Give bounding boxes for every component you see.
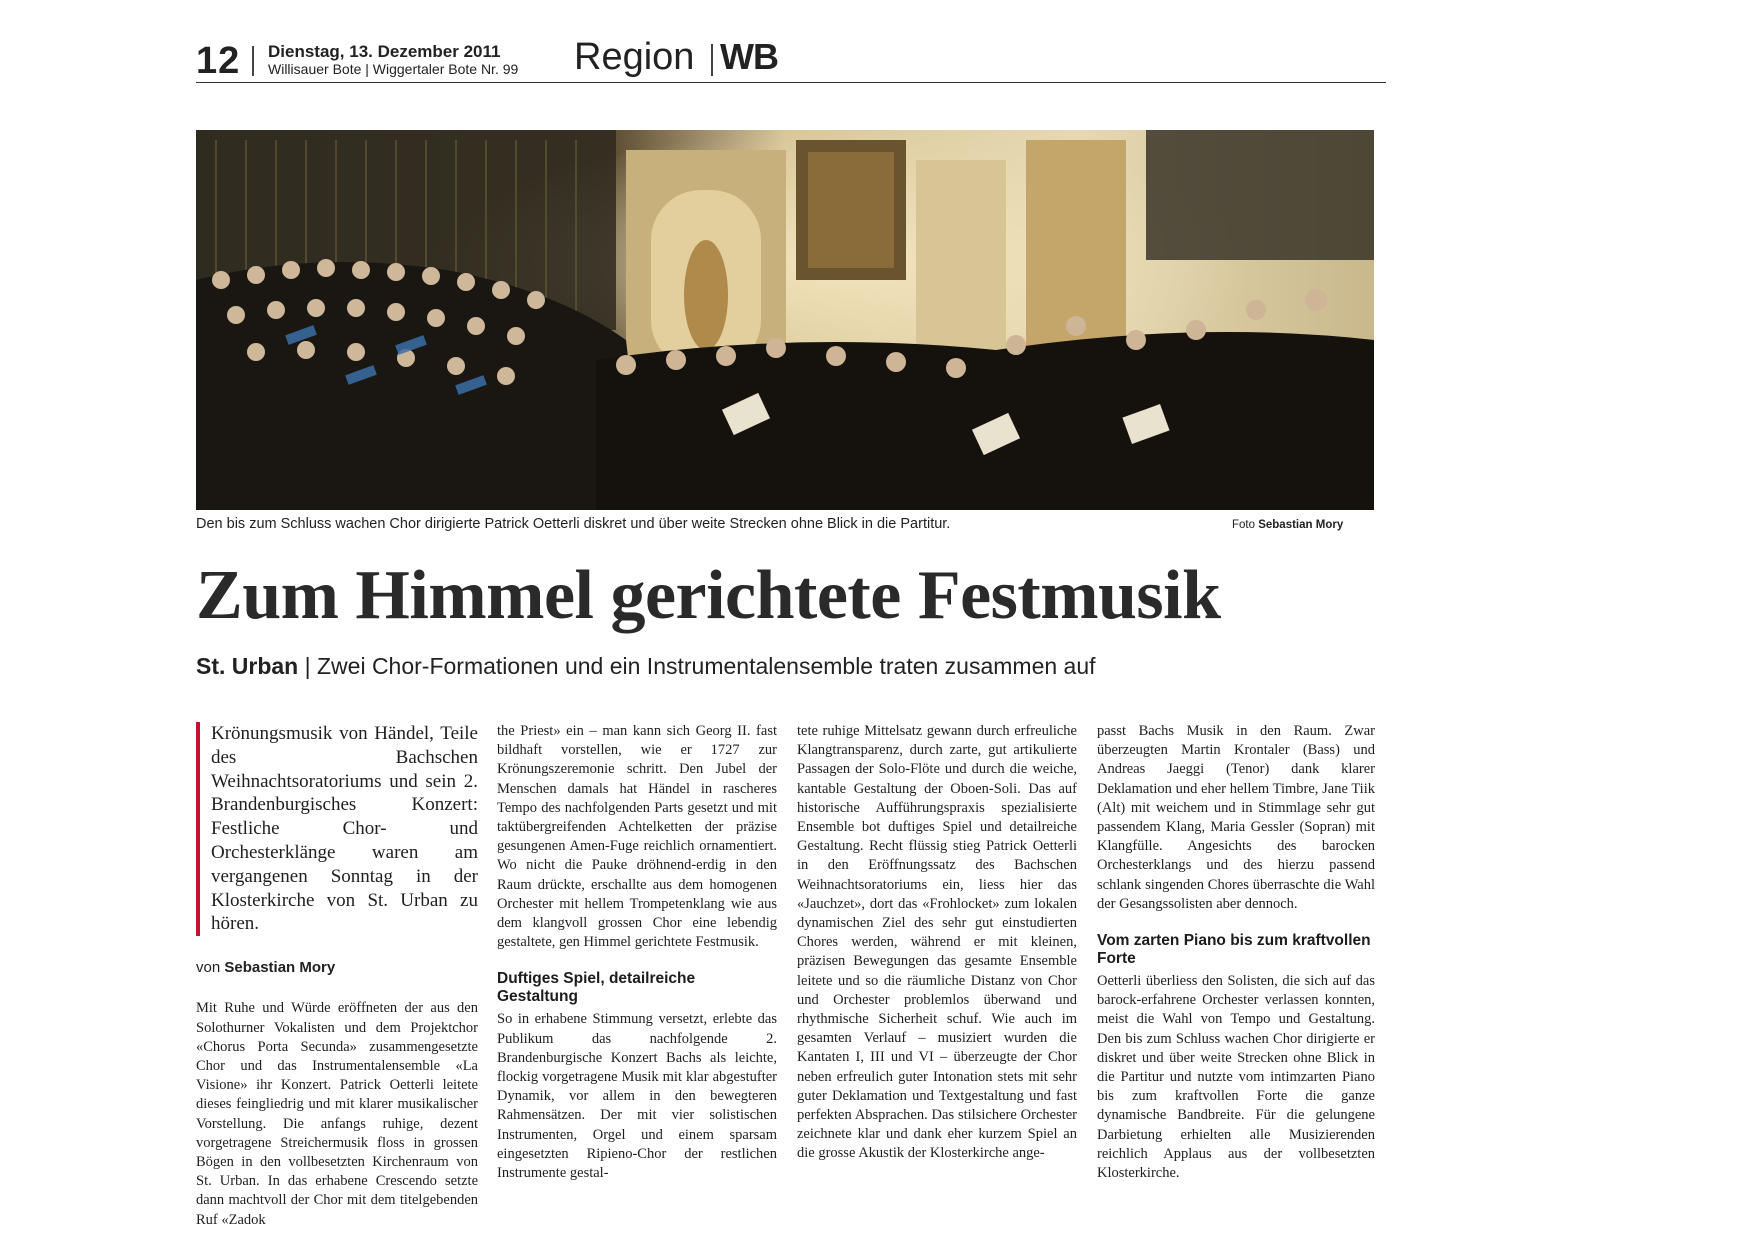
photo-credit-prefix: Foto	[1232, 519, 1256, 531]
article-subtitle	[196, 653, 1096, 680]
photo-credit	[1232, 519, 1343, 531]
article-headline: Zum Himmel gerichtete Festmusik	[196, 557, 1221, 634]
issue-date: Dienstag, 13. Dezember 2011	[268, 42, 501, 61]
article-byline	[196, 958, 478, 977]
newspaper-name: Willisauer Bote | Wiggertaler Bote Nr. 99	[268, 61, 519, 77]
concert-photo-image	[196, 130, 1374, 510]
section-title: Region	[574, 36, 695, 78]
article-paragraph: So in erhabene Stimmung versetzt, erlebte das Publikum das nachfolgende 2. Brandenburgische Konzert Bachs als leichte, flockig vorgetragene Musik mit klar abgestufter Dynamik, vor allem in den bewegteren Rahmensätzen. Der mit vier solistischen Instrumenten, Orgel und einem sparsam eingesetzten Ripieno-Chor der restlichen Instrumente gestal-	[497, 1011, 777, 1182]
article-paragraph: Mit Ruhe und Würde eröffneten der aus den Solothurner Vokalisten und dem Projektchor «Chorus Porta Secunda» zusammengesetzte Chor und das Instrumentalensemble «La Visione» ihr Konzert. Patrick Oetterli leitete dieses feingliedrig und mit klarer musikalischer Vorstellung. Die anfangs ruhige, dezent vorgetragene Streichermusik floss in grossen Bögen in den vollbesetzten Kirchenraum von St. Urban. In das erhabene Crescendo setzte dann machtvoll der Chor mit dem titelgebenden Ruf «Zadok	[196, 1000, 478, 1228]
article-subtitle-text: | Zwei Chor-Formationen und ein Instrumentalensemble traten zusammen auf	[304, 653, 1096, 679]
article-subhead: Duftiges Spiel, detailreiche Gestaltung	[497, 970, 696, 1006]
article-column-1	[196, 722, 478, 1230]
concert-photo	[196, 130, 1374, 510]
article-paragraph: tete ruhige Mittelsatz gewann durch erfreuliche Klangtransparenz, durch zarte, gut artikulierte Passagen der Solo-Flöte und durch die weiche, kantable Gestaltung der Oboen-Soli. Das auf historische Aufführungspraxis spezialisierte Ensemble bot duftiges Spiel und detailreiche Gestaltung. Recht flüssig stieg Patrick Oetterli in den Eröffnungssatz des Bachschen Weihnachtsoratoriums ein, liess hier das «Jauchzet», dort das «Frohlocket» zum lokalen dynamischen Ziel des sehr gut einstudierten Chores werden, während er mit kleinen, präzisen Bewegungen das gesamte Ensemble leitete und so die räumliche Distanz von Chor und Orchester problemlos überwand und rhythmische Sicherheit schuf. Wie auch im gesamten Verlauf – musiziert wurden die Kantaten I, III und VI – überzeugte der Chor neben erfreulich guter Intonation stets mit sehr guter Deklamation und Textgestaltung und fast perfekten Absprachen. Das stilsichere Orchester zeichnete klar und dank eher kurzem Spiel an die grosse Akustik der Klosterkirche ange-	[797, 723, 1077, 1162]
photo-caption: Den bis zum Schluss wachen Chor dirigierte Patrick Oetterli diskret und über weite Strecken ohne Blick in die Partitur.	[196, 516, 951, 532]
masthead-divider	[252, 46, 254, 76]
section-divider	[711, 44, 713, 76]
article-column-4	[1097, 722, 1375, 1183]
article-paragraph: the Priest» ein – man kann sich Georg II. fast bildhaft vorstellen, wie er 1727 zur Krönungszeremonie schritt. Den Jubel der Menschen damals hat Händel in rascheres Tempo des nachfolgenden Parts gesetzt und mit taktübergreifenden Achtelketten der präzise gesungenen Amen-Fuge reichlich ornamentiert. Wo nicht die Pauke dröhnend-erdig in den Raum drückte, erschallte aus dem homogenen Orchester mit hellem Trompetenklang wie aus dem klangvoll grossen Chor eine lebendig gestaltete, gen Himmel gerichtete Festmusik.	[497, 723, 777, 951]
byline-author: Sebastian Mory	[224, 959, 336, 977]
photo-credit-name: Sebastian Mory	[1258, 519, 1344, 531]
article-subhead: Vom zarten Piano bis zum kraftvollen Forte	[1097, 932, 1371, 968]
article-lead: Krönungsmusik von Händel, Teile des Bachschen Weihnachtsoratoriums und sein 2. Brandenburgisches Konzert: Festliche Chor- und Orchesterklänge waren am vergangenen Sonntag in der Klosterkirche von St. Urban zu hören.	[196, 722, 478, 936]
masthead	[196, 36, 1386, 83]
byline-prefix: von	[196, 959, 221, 977]
article-column-3	[797, 722, 1077, 1164]
article-column-2	[497, 722, 777, 1183]
page-number: 12	[196, 40, 241, 82]
article-paragraph: passt Bachs Musik in den Raum. Zwar überzeugten Martin Krontaler (Bass) und Andreas Jaeggi (Tenor) dank klarer Deklamation und eher hellem Timbre, Jane Tiik (Alt) mit weichem und in Stimmlage sehr gut passendem Klang, Maria Gessler (Sopran) mit Klangfülle. Angesichts des barocken Orchesterklangs und des hierzu passend schlank singenden Chores überraschte die Wahl der Gesangssolisten aber dennoch.	[1097, 723, 1375, 912]
article-kicker: St. Urban	[196, 653, 299, 679]
newspaper-logo: WB	[720, 36, 778, 77]
article-paragraph: Oetterli überliess den Solisten, die sich auf das barock-erfahrene Orchester verlassen konnten, meist die Wahl von Tempo und Gestaltung. Den bis zum Schluss wachen Chor dirigierte er diskret und über weite Strecken ohne Blick in die Partitur und nutzte vom intimzarten Piano bis zum kraftvollen Forte die ganze dynamische Bandbreite. Für die gelungene Darbietung erhielten alle Musizierenden reichlich Applaus aus der vollbesetzten Klosterkirche.	[1097, 973, 1375, 1182]
